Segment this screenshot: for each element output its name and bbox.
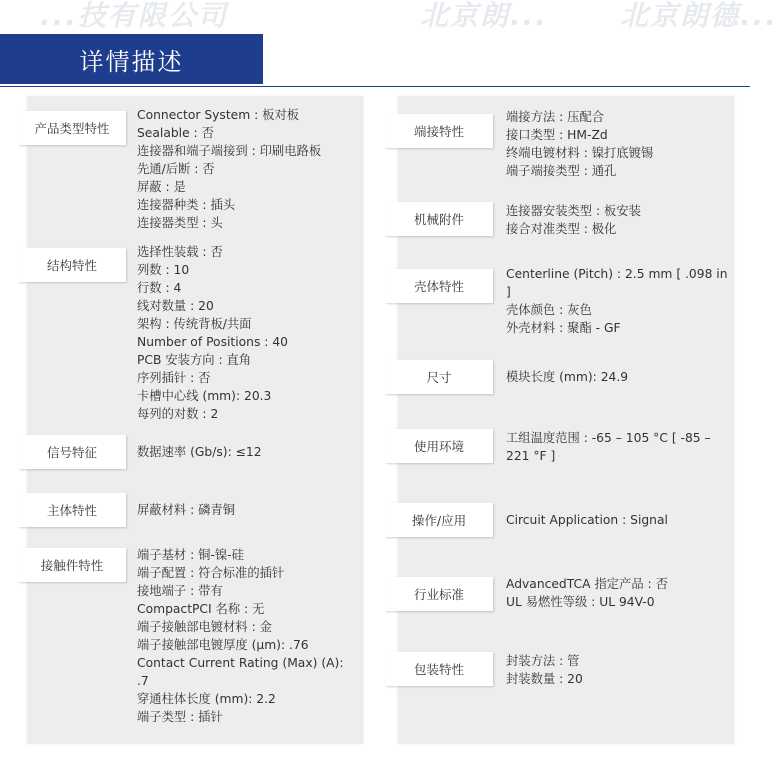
spec-line: 穿通柱体长度 (mm): 2.2 <box>137 692 276 706</box>
right-spec-panel <box>398 96 734 744</box>
section-title-banner <box>0 34 263 84</box>
category-label: 使用环境 <box>385 429 493 463</box>
page-title: 详情描述 <box>79 47 184 76</box>
spec-values <box>137 501 359 519</box>
spec-line: 序列插针 : 否 <box>137 371 211 385</box>
spec-line: 模块长度 (mm): 24.9 <box>506 370 629 384</box>
spec-line: 连接器类型 : 头 <box>137 216 223 230</box>
spec-line: 外壳材料 : 聚酯 - GF <box>506 321 621 335</box>
spec-line: AdvancedTCA 指定产品 : 否 <box>506 577 668 591</box>
spec-line: Circuit Application : Signal <box>506 513 668 527</box>
spec-values <box>506 511 732 529</box>
spec-line: 接地端子 : 带有 <box>137 584 223 598</box>
spec-line: 端子接触部电镀材料 : 金 <box>137 620 272 634</box>
spec-line: 屏蔽 : 是 <box>137 180 186 194</box>
spec-line: 壳体颜色 : 灰色 <box>506 303 592 317</box>
title-underline <box>0 86 750 87</box>
spec-line: 端接方法 : 压配合 <box>506 110 605 124</box>
spec-line: 端子基材 : 铜-镍-硅 <box>137 548 244 562</box>
spec-line: CompactPCI 名称 : 无 <box>137 602 265 616</box>
spec-line: 端子端接类型 : 通孔 <box>506 164 617 178</box>
spec-line: 屏蔽材料 : 磷青铜 <box>137 503 236 517</box>
spec-line: Connector System : 板对板 <box>137 108 300 122</box>
category-label: 接触件特性 <box>18 548 126 582</box>
spec-values <box>506 108 732 180</box>
spec-values <box>137 243 359 423</box>
watermark-text-2: 北京朗... <box>420 0 548 32</box>
spec-line: 线对数量 : 20 <box>137 299 214 313</box>
spec-line: PCB 安装方向 : 直角 <box>137 353 252 367</box>
category-label: 端接特性 <box>385 114 493 148</box>
watermark-text-1: ...技有限公司 <box>40 0 228 32</box>
category-label: 结构特性 <box>18 248 126 282</box>
category-label: 尺寸 <box>385 360 493 394</box>
spec-line: Sealable : 否 <box>137 126 214 140</box>
spec-line: 数据速率 (Gb/s): ≤12 <box>137 445 262 459</box>
spec-values <box>506 202 732 238</box>
category-label: 主体特性 <box>18 493 126 527</box>
category-label: 包装特性 <box>385 652 493 686</box>
spec-values <box>506 368 732 386</box>
spec-values <box>506 429 732 465</box>
spec-line: Contact Current Rating (Max) (A): .7 <box>137 656 344 688</box>
spec-line: 选择性装载 : 否 <box>137 245 223 259</box>
spec-line: 端子类型 : 插针 <box>137 710 223 724</box>
category-label: 信号特征 <box>18 435 126 469</box>
spec-line: 工组温度范围 : -65 – 105 °C [ -85 – 221 °F ] <box>506 431 711 463</box>
spec-values <box>137 546 359 726</box>
spec-line: 封装数量 : 20 <box>506 672 583 686</box>
spec-line: 封装方法 : 管 <box>506 654 580 668</box>
category-label: 机械附件 <box>385 202 493 236</box>
spec-line: 接口类型 : HM-Zd <box>506 128 608 142</box>
spec-line: Centerline (Pitch) : 2.5 mm [ .098 in ] <box>506 267 728 299</box>
category-label: 操作/应用 <box>385 503 493 537</box>
watermark <box>0 0 778 34</box>
spec-line: UL 易燃性等级 : UL 94V-0 <box>506 595 655 609</box>
spec-line: 架构 : 传统背板/共面 <box>137 317 252 331</box>
spec-line: 接合对准类型 : 极化 <box>506 222 617 236</box>
spec-line: 连接器安装类型 : 板安装 <box>506 204 641 218</box>
spec-values <box>506 575 732 611</box>
spec-line: 每列的对数 : 2 <box>137 407 219 421</box>
spec-values <box>506 652 732 688</box>
category-label: 壳体特性 <box>385 269 493 303</box>
spec-line: 列数 : 10 <box>137 263 190 277</box>
category-label: 产品类型特性 <box>18 111 126 145</box>
left-spec-panel <box>27 96 363 744</box>
spec-line: 连接器和端子端接到 : 印刷电路板 <box>137 144 322 158</box>
spec-values <box>137 443 359 461</box>
spec-line: 连接器种类 : 插头 <box>137 198 236 212</box>
spec-line: Number of Positions : 40 <box>137 335 288 349</box>
category-label: 行业标准 <box>385 577 493 611</box>
spec-line: 先通/后断 : 否 <box>137 162 215 176</box>
spec-values <box>506 265 732 337</box>
spec-values <box>137 106 359 232</box>
spec-line: 终端电镀材料 : 镍打底镀锡 <box>506 146 654 160</box>
spec-line: 卡槽中心线 (mm): 20.3 <box>137 389 272 403</box>
watermark-text-3: 北京朗德... <box>620 0 778 32</box>
spec-line: 端子配置 : 符合标准的插针 <box>137 566 285 580</box>
spec-line: 端子接触部电镀厚度 (μm): .76 <box>137 638 309 652</box>
spec-line: 行数 : 4 <box>137 281 182 295</box>
